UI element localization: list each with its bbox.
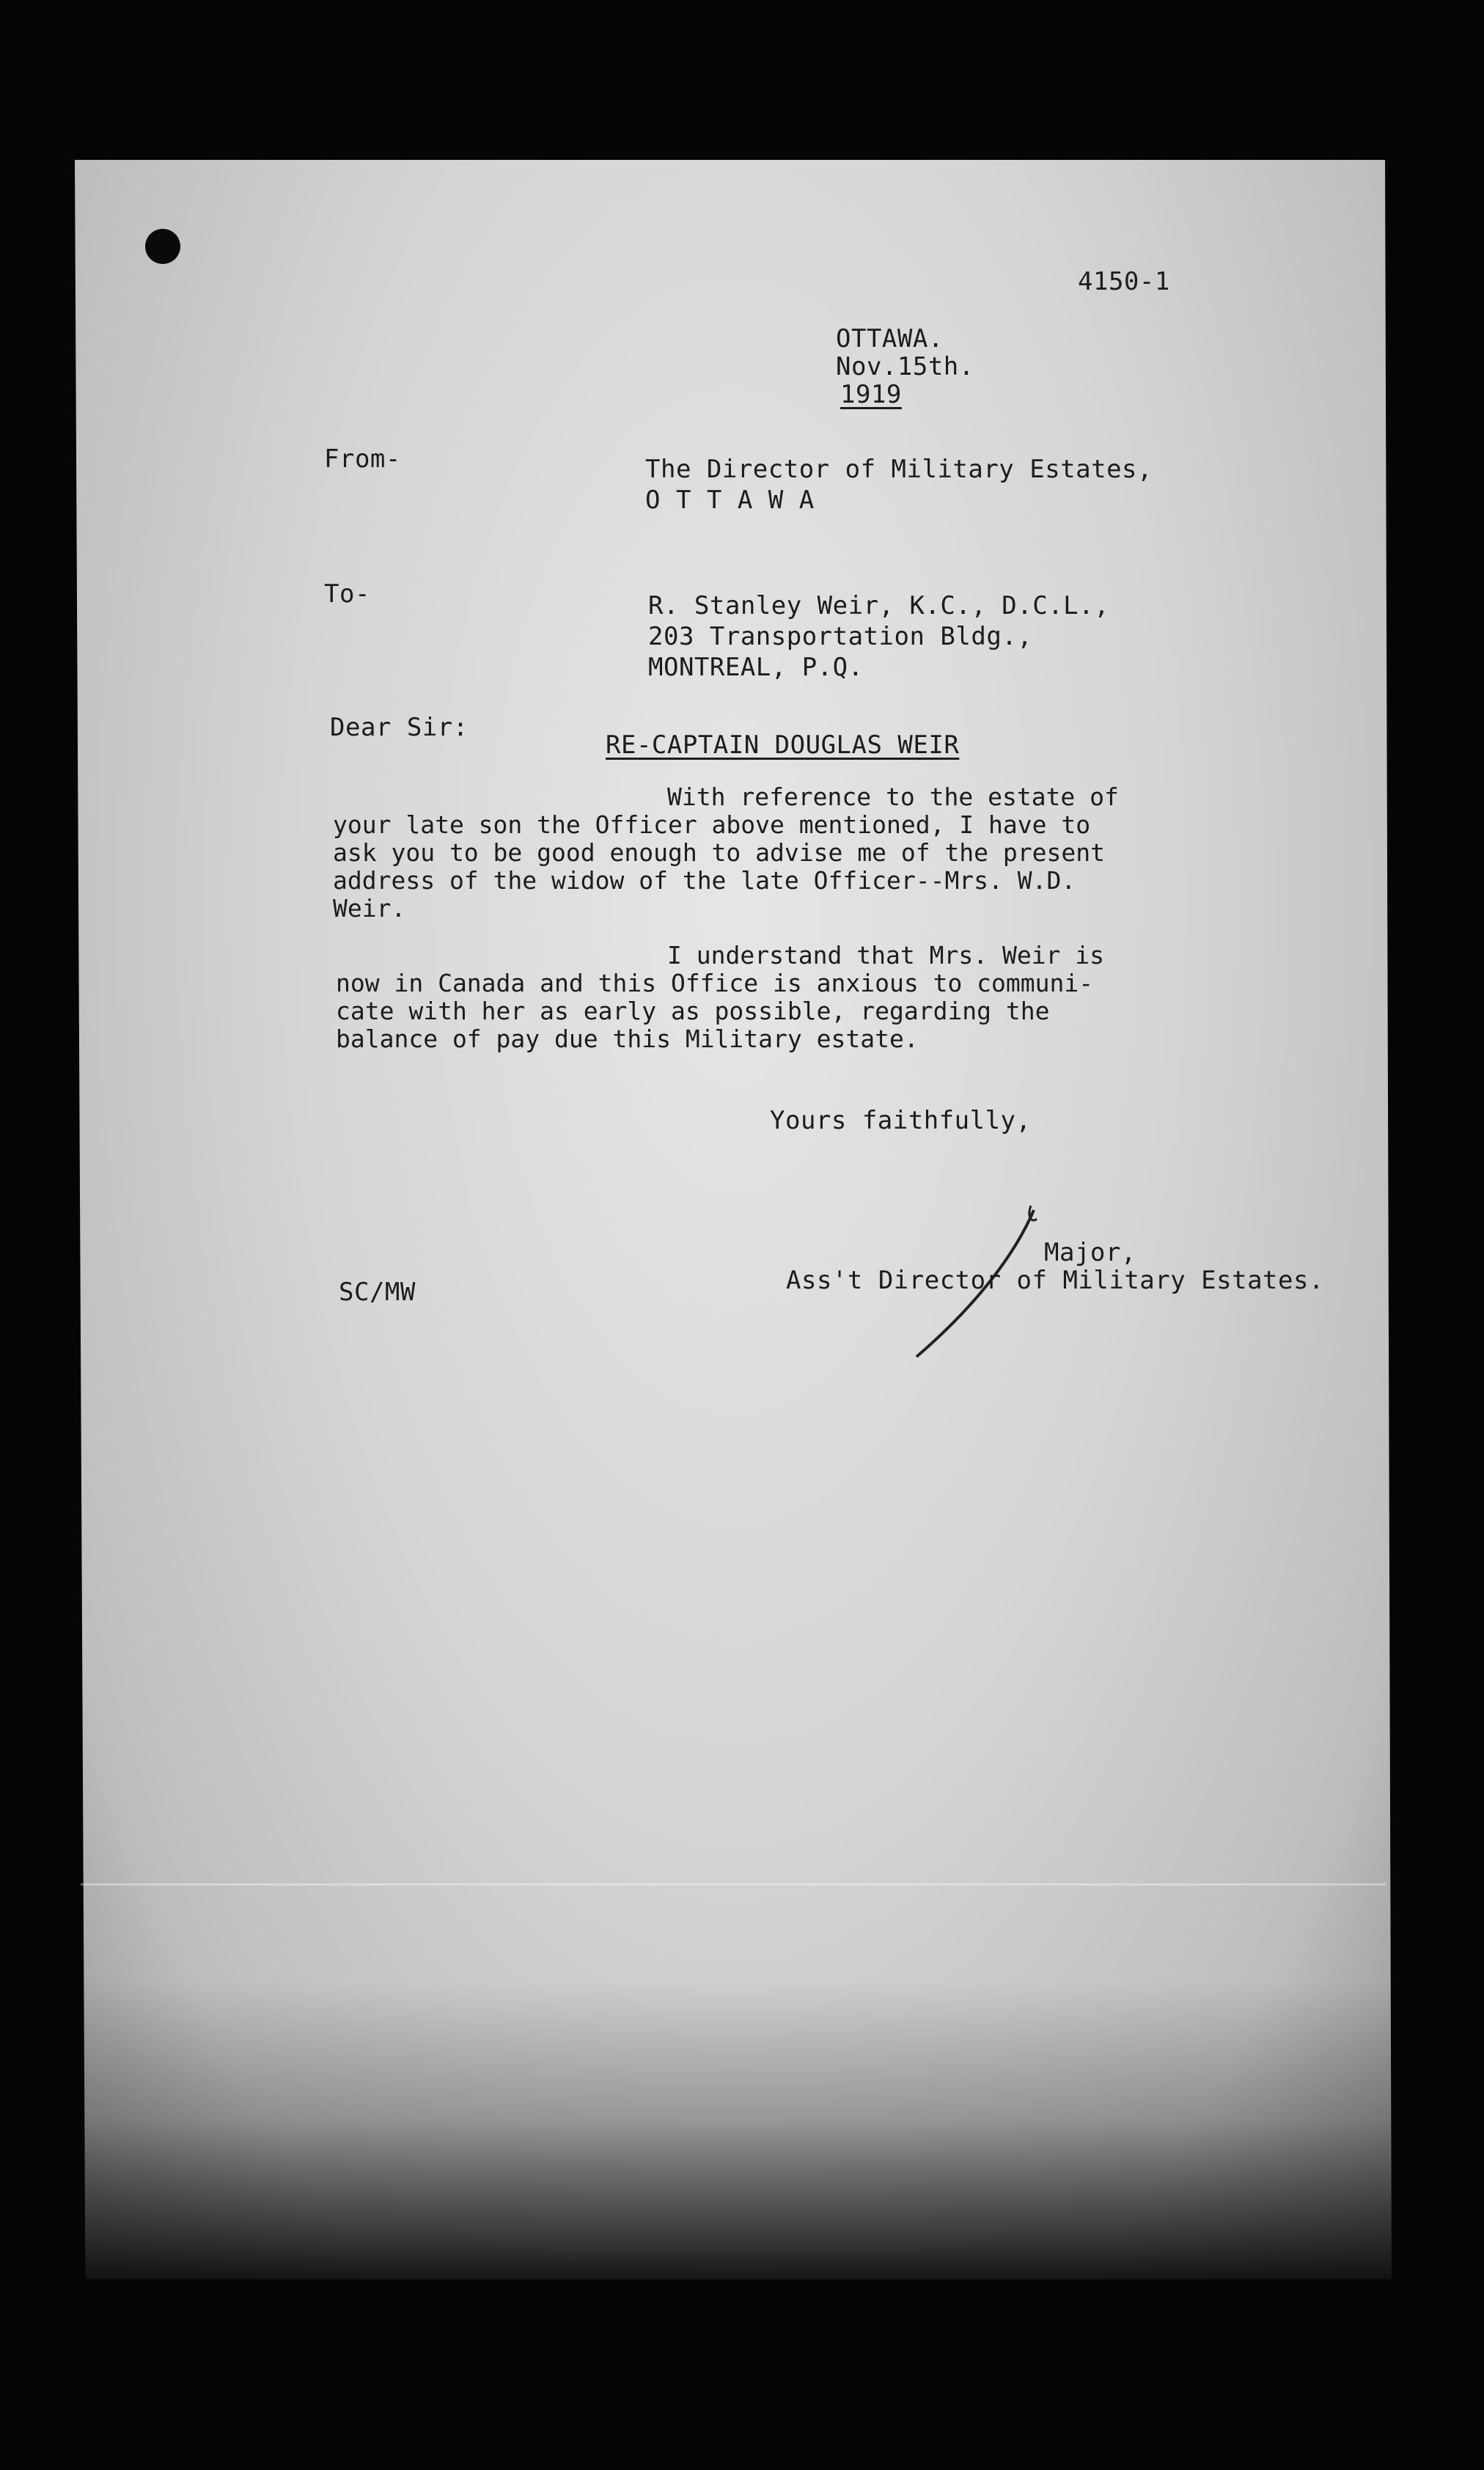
to-line-1: R. Stanley Weir, K.C., D.C.L., bbox=[648, 591, 1110, 620]
paragraph-1-line-4: address of the widow of the late Officer--Mrs. W.D. bbox=[333, 866, 1076, 895]
paragraph-1-line-3: ask you to be good enough to advise me of the present bbox=[333, 838, 1105, 867]
to-label: To- bbox=[324, 579, 370, 609]
paragraph-1-line-5: Weir. bbox=[333, 894, 406, 923]
signer-rank: Major, bbox=[1044, 1238, 1136, 1267]
file-number: 4150-1 bbox=[1078, 267, 1170, 296]
paragraph-2-line-2: now in Canada and this Office is anxious to communi- bbox=[336, 969, 1094, 997]
page-fold-line bbox=[81, 1883, 1386, 1886]
closing: Yours faithfully, bbox=[770, 1106, 1032, 1135]
from-line-1: The Director of Military Estates, bbox=[645, 455, 1153, 484]
subject-line: RE-CAPTAIN DOUGLAS WEIR bbox=[606, 730, 960, 760]
letter-year: 1919 bbox=[840, 380, 902, 409]
signer-title: Ass't Director of Military Estates. bbox=[786, 1266, 1324, 1295]
paragraph-1-line-2: your late son the Officer above mentioned, I have to bbox=[333, 810, 1091, 839]
reference-initials: SC/MW bbox=[339, 1278, 416, 1307]
paragraph-1-line-1: With reference to the estate of bbox=[667, 783, 1119, 811]
from-label: From- bbox=[324, 444, 401, 474]
paragraph-2-line-1: I understand that Mrs. Weir is bbox=[667, 941, 1105, 970]
from-line-2: O T T A W A bbox=[645, 485, 815, 515]
paragraph-2-line-4: balance of pay due this Military estate. bbox=[336, 1025, 919, 1053]
punch-hole bbox=[145, 229, 180, 264]
salutation: Dear Sir: bbox=[330, 713, 469, 742]
page-bottom-shadow bbox=[75, 1980, 1392, 2288]
to-line-3: MONTREAL, P.Q. bbox=[648, 653, 864, 682]
to-line-2: 203 Transportation Bldg., bbox=[648, 622, 1033, 651]
letter-date: Nov.15th. bbox=[836, 352, 974, 381]
paragraph-2-line-3: cate with her as early as possible, regarding the bbox=[336, 997, 1050, 1025]
letter-place: OTTAWA. bbox=[836, 324, 944, 353]
